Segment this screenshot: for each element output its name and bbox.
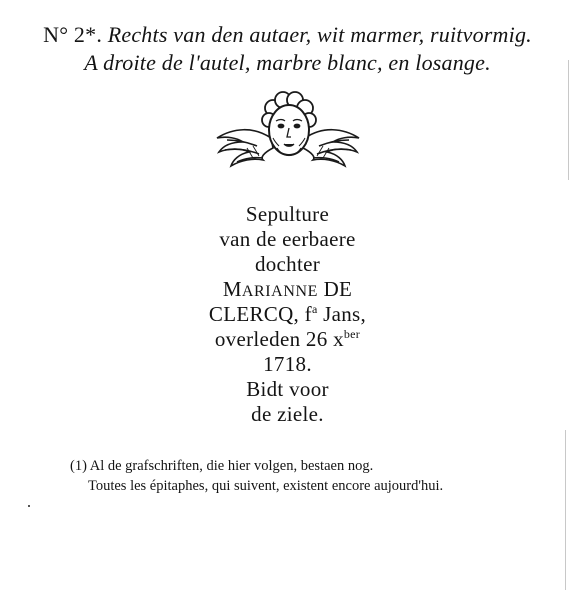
epitaph-line-6 [0,327,575,352]
epitaph-line-1: Sepulture [245,202,330,226]
surname-text: CLERCQ, f [208,302,312,326]
name-surname-part: DE [323,277,353,301]
footnote-line-french: Toutes les épitaphes, qui suivent, existent encore aujourd'hui. [88,478,444,494]
death-date-text: overleden 26 x [214,327,344,351]
epitaph-line-2: van de eerbaere [219,227,356,251]
winged-cherub-head-icon [213,86,363,186]
name-initial: M [222,277,242,301]
father-name: Jans, [323,302,367,326]
epitaph-line-5 [0,302,575,327]
page-edge-mark [568,60,569,180]
epitaph-line-8: Bidt voor [246,377,329,401]
name-small-caps: ARIANNE [241,283,319,300]
epitaph-line-4 [0,277,575,302]
footnote-line-dutch: (1) Al de grafschriften, die hier volgen, bestaen nog. [70,458,374,474]
epitaph-line-9: de ziele. [251,402,324,426]
epitaph-line-3: dochter [254,252,321,276]
entry-number: N° 2*. [43,22,103,47]
print-speck [28,505,30,507]
page-edge-mark [565,430,566,590]
filia-superscript: a [311,302,318,316]
heading-dutch-text: Rechts van den autaer, wit marmer, ruitvormig. [107,22,532,47]
month-superscript: ber [343,327,361,341]
heading-dutch [0,22,575,48]
heading-french: A droite de l'autel, marbre blanc, en losange. [84,50,491,75]
epitaph-line-7: 1718. [263,352,312,376]
